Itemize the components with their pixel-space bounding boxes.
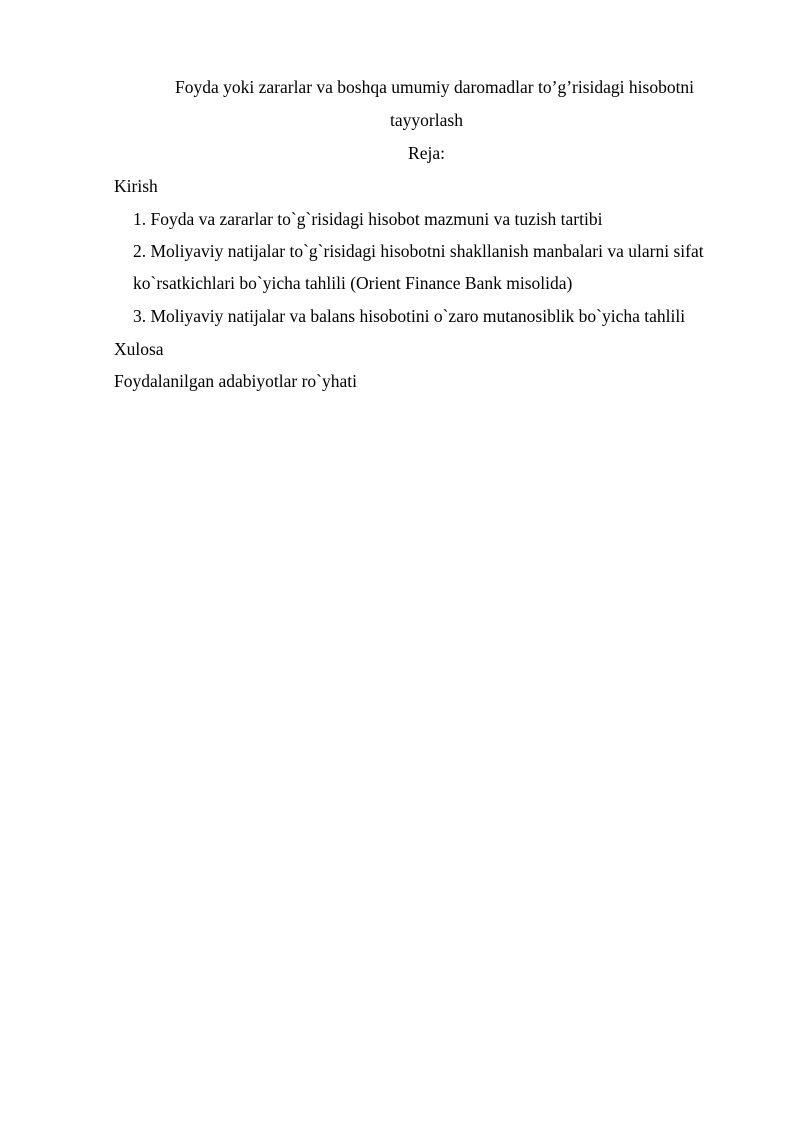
references-entry: Foydalanilgan adabiyotlar ro`yhati xyxy=(114,371,357,391)
plan-heading: Reja: xyxy=(408,143,445,163)
conclusion-entry: Xulosa xyxy=(114,339,164,359)
plan-item-3: 3. Moliyaviy natijalar va balans hisobotini o`zaro mutanosiblik bo`yicha tahlili xyxy=(133,306,686,326)
intro-entry: Kirish xyxy=(114,176,158,196)
plan-item-2-line-1: 2. Moliyaviy natijalar to`g`risidagi hisobotni shakllanish manbalari va ularni sifat xyxy=(133,241,704,261)
document-title-line-2: tayyorlash xyxy=(390,110,463,130)
plan-item-1: 1. Foyda va zararlar to`g`risidagi hisobot mazmuni va tuzish tartibi xyxy=(133,209,603,229)
plan-item-2-line-2: ko`rsatkichlari bo`yicha tahlili (Orient Finance Bank misolida) xyxy=(133,273,573,293)
document-title-line-1: Foyda yoki zararlar va boshqa umumiy daromadlar to’g’risidagi hisobotni xyxy=(175,77,695,97)
